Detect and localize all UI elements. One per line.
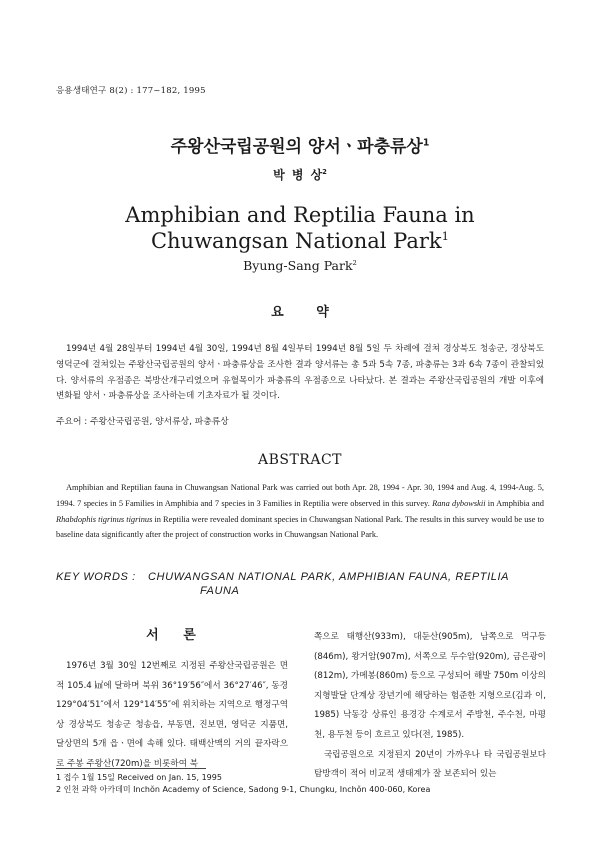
korean-author (0, 166, 600, 183)
introduction-paragraph: 쪽으로 태행산(933m), 대둔산(905m), 남쪽으로 먹구등(846m), 왕거암(907m), 서쪽으로 두수암(920m), 금은광이(812m), 가메봉(860m) 등으로 구성되어 해발 750m 이상의 지형발달 단계상 장년기에 해당하는 험준한 지형으로(김과 이, 1985) 낙동강 상류인 용경강 수계로서 주방천, 주수천, 마평천, 용두천 등이 흐르고 있다(전, 1985). (314, 632, 546, 740)
korean-title (0, 132, 600, 157)
keywords-label: KEY WORDS : (56, 571, 136, 583)
species-name: Rana dybowskii (432, 498, 486, 508)
english-keywords-line (56, 570, 556, 584)
abstract-text-part: in Amphibia and (485, 498, 544, 508)
introduction-paragraph: 국립공원으로 지정된지 20년이 가까우나 타 국립공원보다 탐방객이 적어 비교적 생태계가 잘 보존되어 있는 (314, 749, 546, 780)
korean-author-name: 박 병 상 (273, 168, 323, 182)
journal-reference: 응용생태연구 8(2) : 177~182, 1995 (56, 86, 206, 96)
species-name: Rhabdophis tigrinus tigrinus (56, 514, 153, 524)
introduction-right-column (314, 628, 546, 785)
english-author-name: Byung-Sang Park (243, 258, 353, 273)
footnote-affiliation: 2 인천 과학 아카데미 Inchŏn Academy of Science, Sadong 9-1, Chungku, Inchŏn 400-060, Korea (56, 785, 431, 794)
english-title-footnote-mark: 1 (441, 229, 450, 243)
korean-abstract-body: 1994년 4월 28일부터 1994년 4월 30일, 1994년 8월 4일부터 1994년 8월 5일 두 차례에 걸쳐 경상북도 청송군, 경상북도 영덕군에 걸쳐있는 주왕산국립공원의 양서ㆍ파충류상을 조사한 결과 양서류는 총 5과 5속 7종, 파충류는 3과 6속 7종이 관찰되었다. 양서류의 우점종은 북방산개구리였으며 유혈목이가 파충류의 우점종으로 나타났다. 본 결과는 주왕산국립공원의 개발 이후에 변화될 양서ㆍ파충류상을 조사하는데 기초자료가 될 것이다. (56, 344, 544, 402)
footnote-divider (56, 768, 206, 769)
abstract-text-part: Amphibian and Reptilian fauna in Chuwangsan National Park was carried out both Apr. 28, 1994 - Apr. 30, 1994 and Aug. 4, 1994-Aug. 5, 1994. 7 species in 5 Families in Amphibia and 7 species in 3 Families in Reptilia were observed in this survey. (56, 483, 544, 508)
introduction-heading: 서 론 (146, 628, 196, 643)
english-author-footnote-mark: 2 (352, 258, 357, 267)
korean-title-text: 주왕산국립공원의 양서ㆍ파충류상 (170, 137, 423, 157)
introduction-left-column (56, 657, 288, 775)
english-author (0, 258, 600, 273)
english-title (60, 202, 540, 254)
footnote-received: 1 접수 1월 15일 Received on Jan. 15, 1995 (56, 773, 222, 782)
korean-keywords: 주요어 : 주왕산국립공원, 양서류상, 파충류상 (56, 417, 229, 427)
korean-title-footnote-mark: 1 (422, 137, 430, 149)
english-abstract-body (56, 480, 544, 543)
english-abstract-heading: ABSTRACT (257, 452, 343, 468)
abstract-text-part: in Reptilia were revealed dominant species in Chuwangsan National Park. The results in this survey would be use to baseline data significantly after the project of construction works in Chuwangsan National Park. (56, 514, 544, 540)
english-keywords (56, 570, 556, 598)
introduction-paragraph: 1976년 3월 30일 12번째로 지정된 주왕산국립공원은 면적 105.4 ㎢에 달하며 북위 36°19′56″에서 36°27′46″, 동경 129°04′51″에서 129°14′55″에 위치하는 지역으로 행정구역상 경상북도 청송군 청송읍, 부동면, 진보면, 영덕군 지품면, 달상면의 5개 읍ㆍ면에 속해 있다. 태백산맥의 거의 끝자락으로 주봉 주왕산(720m)을 비롯하여 북 (56, 661, 288, 769)
keywords-text: CHUWANGSAN NATIONAL PARK, AMPHIBIAN FAUNA, REPTILIA (148, 571, 510, 583)
korean-author-footnote-mark: 2 (322, 168, 327, 176)
footnotes (56, 772, 430, 796)
english-title-text: Amphibian and Reptilia Fauna in Chuwangsan National Park (125, 203, 475, 253)
keywords-continuation: FAUNA (200, 585, 240, 597)
korean-abstract-heading: 요 약 (271, 305, 329, 320)
